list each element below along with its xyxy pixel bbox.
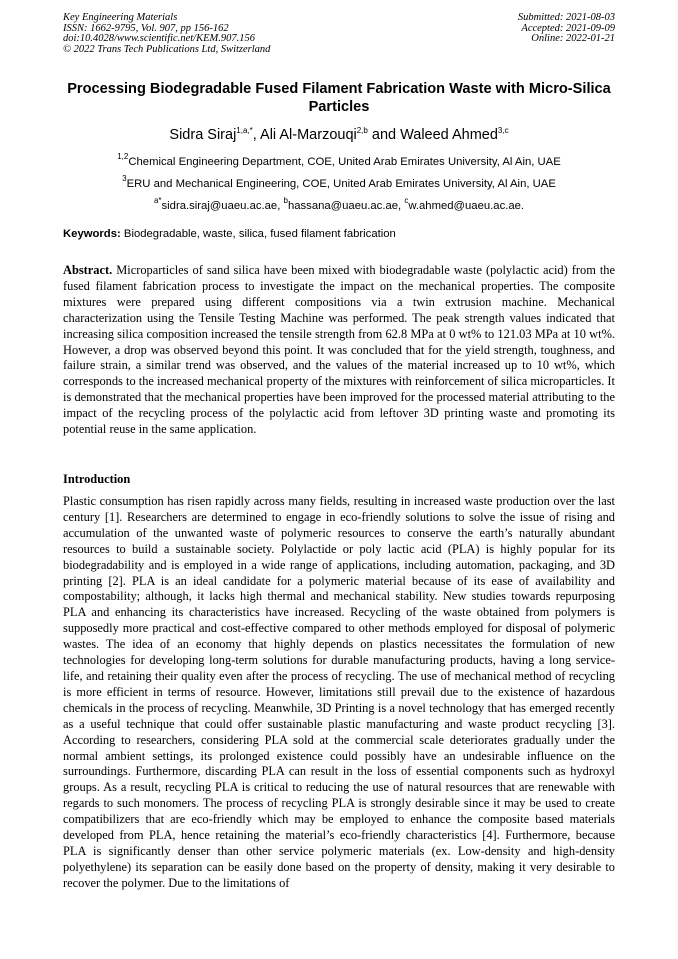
introduction-paragraph — [63, 494, 615, 892]
email-line: $^{a*}$sidra.siraj@uaeu.ac.ae, $^b$hassana@uaeu.ac.ae, $^c$w.ahmed@uaeu.ac.ae. — [153, 196, 525, 212]
affiliation-text: Chemical Engineering Department, COE, United Arab Emirates University, Al Ain, UAE — [128, 156, 561, 168]
author-separator: and — [367, 127, 401, 143]
author-sup: 3,c — [497, 126, 509, 135]
author-line — [40, 122, 638, 144]
author-sup: 1,a,* — [236, 126, 253, 135]
abstract-label: Abstract. — [63, 263, 113, 277]
keywords-label: Keywords: — [63, 228, 121, 240]
introduction-text: Plastic consumption has risen rapidly across many fields, resulting in increased waste production over the last century [1]. Researchers are determined to engage in eco-friendly solutions to solve the issue of rising and accumulation of the unwanted waste of polymeric resources to conserve the earth’s naturally abundant resources to build a sustainable society. Polylactide or poly lactic acid (PLA) is highly popular for its biodegradability and is employed in a wide range of applications, including automation, packaging, and 3D printing [2]. PLA is an ideal candidate for a polymeric material because of its ease of availability and compostability; although, it lacks high thermal and mechanical stability. New studies towards repurposing PLA and enhancing its characteristics have increased. Recycling of the waste obtained from polymers is supposedly more practical and cost-effective compared to other methods employed for disposal of polymeric wastes. The idea of an economy that highly depends on plastics necessitates the formulation of new technologies for developing long-term solutions for durable manufacturing products, having a long service-life, and retaining their quality even after the process of recycling. The use of mechanical method of recycling is more efficient in terms of resource. However, limitations still prevail due to the existence of hazardous chemicals in the process of recycling. Meanwhile, 3D Printing is a novel technology that has emerged recently as a useful technique that could offer sustainable plastic manufacturing and waste product recycling [3]. According to researchers, considering PLA sold at the commercial scale deteriorates gradually under the normal ambient settings, its prolonged existence could possibly have an undesirable influence on the surroundings. Furthermore, discarding PLA can result in the loss of essential components such as hydroxyl groups. As a result, recycling PLA is critical to reducing the use of natural resources that are renewable with regards to such monomers. The process of recycling PLA is strongly desirable since it may be used to create compatibilizers that are eco-friendly which may be employed to enhance the composite based materials developed from PLA, hence retaining the material’s eco-friendly characteristics [4]. Furthermore, because PLA is significantly denser than other service polymeric materials (ex. Low-density and high-density polyethylene) its separation can be easily done based on the property of density, making it very desirable to recover the polymer. Due to the limitations of — [63, 494, 615, 890]
abstract-text: Microparticles of sand silica have been mixed with biodegradable waste (polylactic acid) from the fused filament fabrication process to investigate the impact on the mechanical properties. The composite mixtures were prepared using different compositions via a twin extrusion machine. Mechanical characterization using the Tensile Testing Machine was performed. The peak strength values indicated that increasing silica composition increased the tensile strength from 62.8 MPa at 0 wt% to 121.03 MPa at 10 wt%. However, a drop was observed beyond this point. It was concluded that for the yield strength, toughness, and failure strain, a similar trend was observed, and the values of the material increased up to 10 wt%, which corresponds to the increased mechanical property of the mixtures with reinforcement of silica microparticles. It is demonstrated that the mechanical properties have been improved for the processed material attributing to the impact of the recycling process of the polylactic acid from leftover 3D printing waste and promoting its potential reuse in the same application. — [63, 263, 615, 437]
issn-line: ISSN: 1662-9795, Vol. 907, pp 156-162 — [63, 22, 229, 34]
email-sup: a* — [153, 196, 162, 205]
affiliation-2 — [40, 172, 638, 191]
copyright-line: © 2022 Trans Tech Publications Ltd, Switzerland — [63, 43, 271, 55]
accepted-date: Accepted: 2021-09-09 — [521, 22, 615, 34]
journal-header-right — [518, 13, 615, 45]
email-link[interactable]: w.ahmed@uaeu.ac.ae. — [408, 200, 525, 212]
affiliation-sup: 1,2 — [117, 152, 129, 161]
author-separator: , — [252, 127, 261, 143]
keywords-text: Biodegradable, waste, silica, fused filament fabrication — [123, 228, 396, 240]
affiliation-text: ERU and Mechanical Engineering, COE, United Arab Emirates University, Al Ain, UAE — [126, 178, 556, 190]
affiliation-1 — [40, 150, 638, 169]
email-link[interactable]: sidra.siraj@uaeu.ac.ae — [161, 200, 278, 212]
email-link[interactable]: hassana@uaeu.ac.ae — [287, 200, 399, 212]
journal-name: Key Engineering Materials — [63, 12, 178, 23]
abstract-paragraph — [63, 263, 615, 438]
doi-line: doi:10.4028/www.scientific.net/KEM.907.156 — [63, 33, 255, 44]
author-name: Ali Al-Marzouqi — [260, 127, 357, 143]
journal-header-left — [63, 13, 270, 55]
keywords-line — [63, 227, 396, 241]
submitted-date: Submitted: 2021-08-03 — [517, 12, 615, 23]
online-date: Online: 2022-01-21 — [531, 33, 615, 44]
author-sup: 2,b — [356, 126, 368, 135]
author-name: Waleed Ahmed — [400, 127, 498, 143]
affiliation-sup: 3 — [122, 174, 127, 183]
email-sup: c — [404, 196, 409, 205]
author-name: Sidra Siraj — [169, 127, 237, 143]
paper-title: Processing Biodegradable Fused Filament Fabrication Waste with Micro-Silica Particles — [67, 81, 611, 115]
email-sup: b — [283, 196, 288, 205]
introduction-heading: Introduction — [63, 472, 131, 486]
